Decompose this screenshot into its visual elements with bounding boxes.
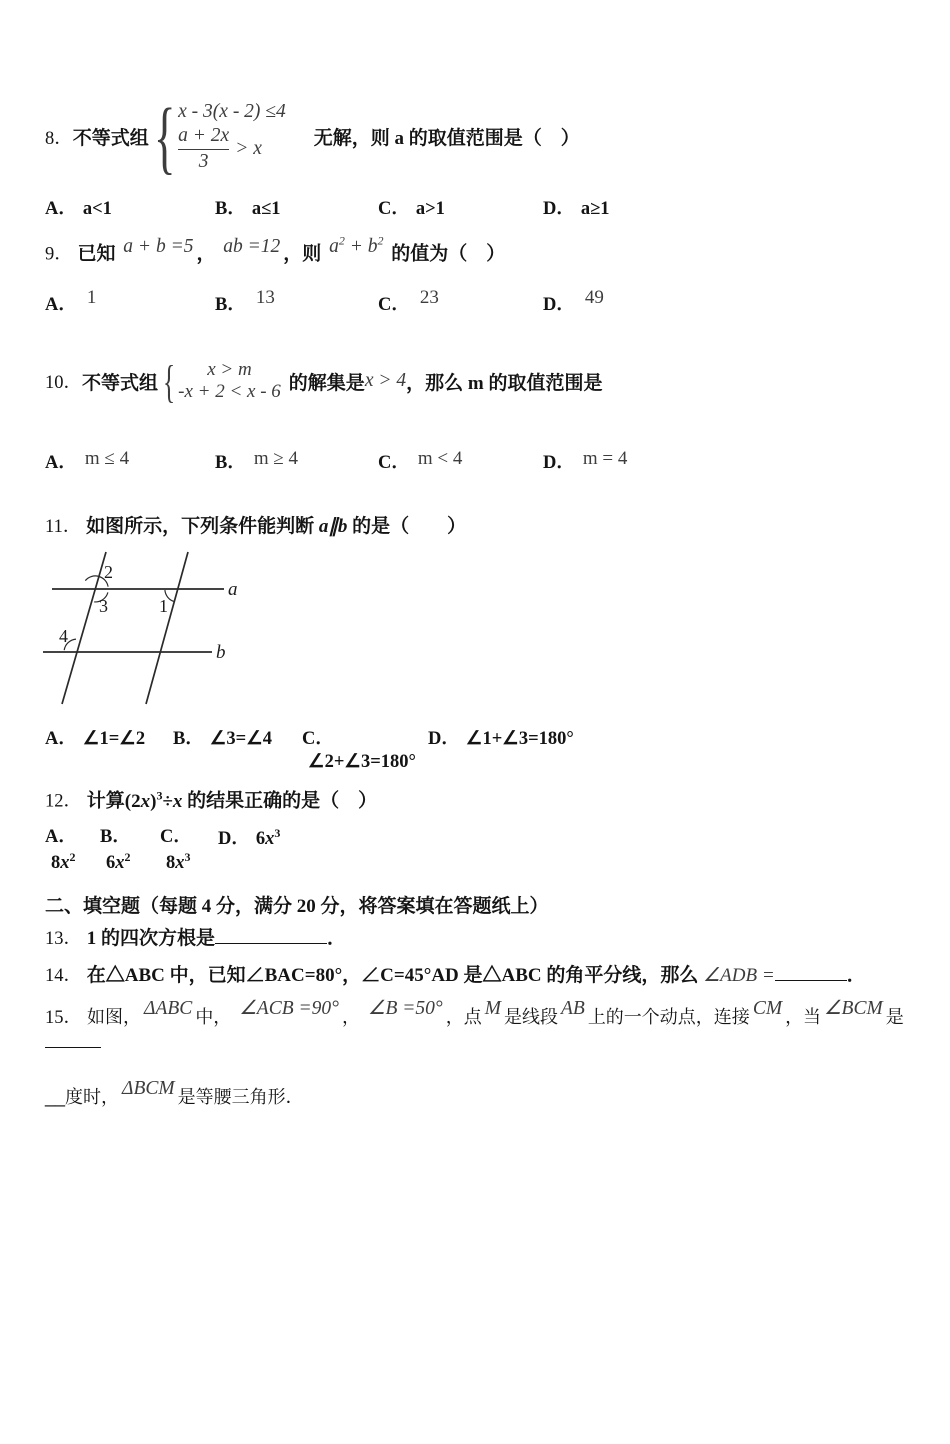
option-value: ∠3=∠4	[209, 729, 273, 750]
option-a	[45, 728, 173, 774]
right-transversal	[146, 552, 188, 704]
question-10	[45, 355, 932, 407]
question-10-mid: 的解集是	[288, 372, 365, 394]
variable-x: x	[140, 790, 151, 812]
fraction-rhs: > x	[235, 137, 262, 159]
math-part: a	[329, 236, 339, 258]
coefficient: 8	[166, 852, 176, 873]
question-10-tail: ，那么 m 的取值范围是	[406, 372, 603, 394]
question-8-tail: 无解，则 a 的取值范围是（ ）	[313, 128, 580, 150]
divide-sign: ÷	[162, 790, 173, 812]
answer-blank	[775, 963, 847, 981]
formula	[124, 788, 183, 812]
option-c	[378, 198, 543, 221]
question-12	[45, 788, 932, 814]
question-15-text: ，当	[785, 1007, 822, 1028]
exponent: 3	[274, 826, 281, 841]
math-ab: ab =12	[223, 236, 281, 258]
system-brace: {	[163, 355, 176, 407]
line-b-label: b	[216, 642, 226, 664]
question-10-options	[45, 448, 932, 475]
question-8-number: 8．	[45, 128, 73, 149]
coefficient: 8	[51, 852, 61, 873]
math-angle-adb: ∠ADB =	[703, 965, 775, 987]
question-15-text: ，点	[445, 1007, 482, 1028]
option-label: C．	[378, 295, 410, 316]
fraction-numerator: a + 2x	[178, 124, 230, 146]
question-15-text: 是	[885, 1007, 904, 1028]
math-angle-bcm: ∠BCM	[824, 998, 883, 1020]
option-label: C．	[160, 827, 192, 848]
math-a-parallel-b: a∥b	[318, 516, 348, 538]
question-11-text: 如图所示，下列条件能判断	[86, 516, 315, 538]
question-11-options	[45, 728, 932, 774]
question-13-text: 1 的四次方根是	[86, 927, 216, 949]
answer-blank	[45, 1030, 101, 1048]
question-15-text: 如图，	[87, 1007, 142, 1028]
question-10-number: 10．	[45, 373, 83, 394]
option-label: C．	[378, 453, 410, 474]
variable-x: x	[265, 829, 275, 850]
option-d	[218, 826, 932, 874]
question-11-number: 11．	[45, 517, 82, 538]
math-part: + b	[344, 236, 378, 258]
option-a	[45, 198, 215, 221]
option-label: A．	[45, 453, 77, 474]
system-line-1: x > m	[207, 359, 252, 381]
answer-blank	[215, 926, 327, 944]
option-value	[106, 849, 131, 873]
parallel-lines-figure	[35, 546, 335, 718]
math-segment-cm: CM	[752, 998, 783, 1020]
question-14-text: 在△ABC 中，已知∠BAC=80°，∠C=45°AD 是△ABC 的角平分线，那么	[86, 965, 699, 987]
coefficient: 6	[106, 852, 116, 873]
angle-2-label: 2	[104, 562, 113, 583]
exponent: 2	[338, 233, 345, 248]
period: ．	[327, 927, 347, 949]
option-c	[378, 448, 543, 475]
question-13	[45, 926, 932, 952]
question-9	[45, 233, 932, 267]
option-a	[45, 826, 100, 874]
option-value: ∠1=∠2	[82, 729, 146, 750]
option-b	[215, 448, 378, 475]
math-segment-ab: AB	[560, 998, 585, 1020]
option-b	[215, 287, 378, 317]
question-15-text: 上的一个动点，连接	[587, 1007, 750, 1028]
exponent: 3	[156, 788, 163, 803]
comma: ，	[341, 1007, 360, 1028]
inequality-system	[178, 101, 286, 173]
option-label: B．	[100, 827, 131, 848]
option-d	[428, 728, 932, 774]
fraction	[178, 125, 229, 173]
option-label: D．	[543, 198, 575, 219]
option-value: m < 4	[417, 448, 463, 470]
option-value: a>1	[415, 198, 445, 219]
question-9-text: ，则	[283, 243, 322, 265]
option-label: A．	[45, 729, 77, 750]
exponent: 3	[184, 849, 191, 864]
option-value: m ≤ 4	[84, 448, 130, 470]
option-value: m ≥ 4	[253, 448, 299, 470]
option-label: D．	[428, 729, 460, 750]
question-14-number: 14．	[45, 966, 83, 987]
option-d	[543, 448, 932, 475]
question-15-text: 中，	[195, 1007, 232, 1028]
math-triangle-abc: ΔABC	[144, 998, 193, 1020]
system-brace: {	[153, 91, 176, 182]
math-a2-plus-b2	[329, 233, 384, 258]
question-11	[45, 515, 932, 540]
question-9-number: 9．	[45, 244, 73, 265]
option-label: B．	[215, 295, 246, 316]
option-c	[378, 287, 543, 317]
option-b	[215, 198, 378, 221]
option-value	[255, 826, 281, 850]
question-15-text: 是等腰三角形．	[177, 1086, 304, 1107]
exponent: 2	[124, 849, 131, 864]
variable-x: x	[172, 790, 183, 812]
comma: ，	[196, 243, 216, 265]
question-9-options	[45, 287, 932, 317]
math-x-gt-4: x > 4	[364, 370, 407, 392]
question-15-text: 是线段	[503, 1007, 558, 1028]
question-9-tail: 的值为（ ）	[391, 243, 506, 265]
exponent: 2	[377, 233, 384, 248]
option-label: A．	[45, 295, 77, 316]
question-9-text: 已知	[77, 243, 116, 265]
option-label: C．	[378, 198, 410, 219]
option-value: a<1	[82, 198, 112, 219]
question-12-options	[45, 826, 932, 874]
system-line-1: x - 3(x - 2) ≤4	[178, 100, 286, 122]
option-label: C．	[302, 729, 334, 750]
question-8	[45, 91, 932, 182]
math-a-plus-b: a + b =5	[123, 236, 194, 258]
option-d	[543, 198, 932, 221]
system-line-2: -x + 2 < x - 6	[178, 381, 281, 403]
formula-part: )	[150, 790, 157, 812]
line-a-label: a	[228, 579, 238, 601]
question-12-text: 计算	[86, 790, 125, 812]
math-angle-acb: ∠ACB =90°	[239, 998, 339, 1020]
option-value	[166, 849, 191, 873]
fraction-bar	[178, 149, 229, 150]
option-value: m = 4	[582, 448, 628, 470]
inequality-system	[178, 359, 281, 403]
exam-page	[0, 91, 950, 1110]
option-d	[543, 287, 932, 317]
option-label: B．	[215, 453, 246, 474]
section-2-heading: 二、填空题（每题 4 分，满分 20 分，将答案填在答题纸上）	[45, 895, 549, 917]
option-b	[173, 728, 302, 774]
option-value: 49	[584, 287, 604, 309]
option-b	[100, 826, 160, 874]
option-value: a≥1	[580, 198, 610, 219]
question-15-text: __度时，	[45, 1086, 120, 1107]
option-a	[45, 448, 215, 475]
question-13-number: 13．	[45, 928, 83, 949]
angle-4-label: 4	[59, 626, 68, 647]
variable-x: x	[60, 852, 70, 873]
option-a	[45, 287, 215, 317]
formula-part: (2	[124, 790, 141, 812]
question-14	[45, 963, 932, 989]
option-value: 23	[419, 287, 439, 309]
question-12-number: 12．	[45, 791, 83, 812]
fraction-denominator: 3	[198, 150, 209, 172]
math-point-m: M	[484, 998, 501, 1020]
option-value: a≤1	[251, 198, 281, 219]
question-10-lead: 不等式组	[82, 372, 159, 394]
left-transversal	[62, 552, 106, 704]
exponent: 2	[69, 849, 76, 864]
option-value: ∠1+∠3=180°	[465, 729, 574, 750]
question-15-number: 15．	[45, 1008, 83, 1029]
option-label: A．	[45, 827, 77, 848]
angle-1-label: 1	[159, 596, 168, 617]
question-15	[45, 998, 932, 1055]
question-15-line-2	[45, 1077, 932, 1110]
variable-x: x	[175, 852, 185, 873]
question-12-tail: 的结果正确的是（ ）	[187, 790, 378, 812]
option-value: 13	[255, 287, 275, 309]
option-value	[51, 849, 76, 873]
option-value: 1	[86, 287, 97, 309]
option-c	[160, 826, 218, 874]
variable-x: x	[115, 852, 125, 873]
option-value: ∠2+∠3=180°	[308, 752, 416, 773]
math-triangle-bcm: ΔBCM	[122, 1077, 175, 1099]
question-8-options	[45, 198, 932, 221]
option-label: B．	[215, 198, 246, 219]
period: ．	[846, 965, 866, 987]
option-label: B．	[173, 729, 204, 750]
coefficient: 6	[255, 829, 266, 850]
math-angle-b: ∠B =50°	[368, 998, 443, 1020]
system-line-2	[178, 125, 262, 173]
option-label: D．	[543, 295, 575, 316]
angle-3-label: 3	[99, 596, 108, 617]
question-8-lead: 不等式组	[72, 128, 149, 150]
option-label: D．	[218, 829, 250, 850]
option-c	[302, 728, 428, 774]
question-11-tail: 的是（ ）	[352, 516, 467, 538]
option-label: D．	[543, 453, 575, 474]
option-label: A．	[45, 198, 77, 219]
